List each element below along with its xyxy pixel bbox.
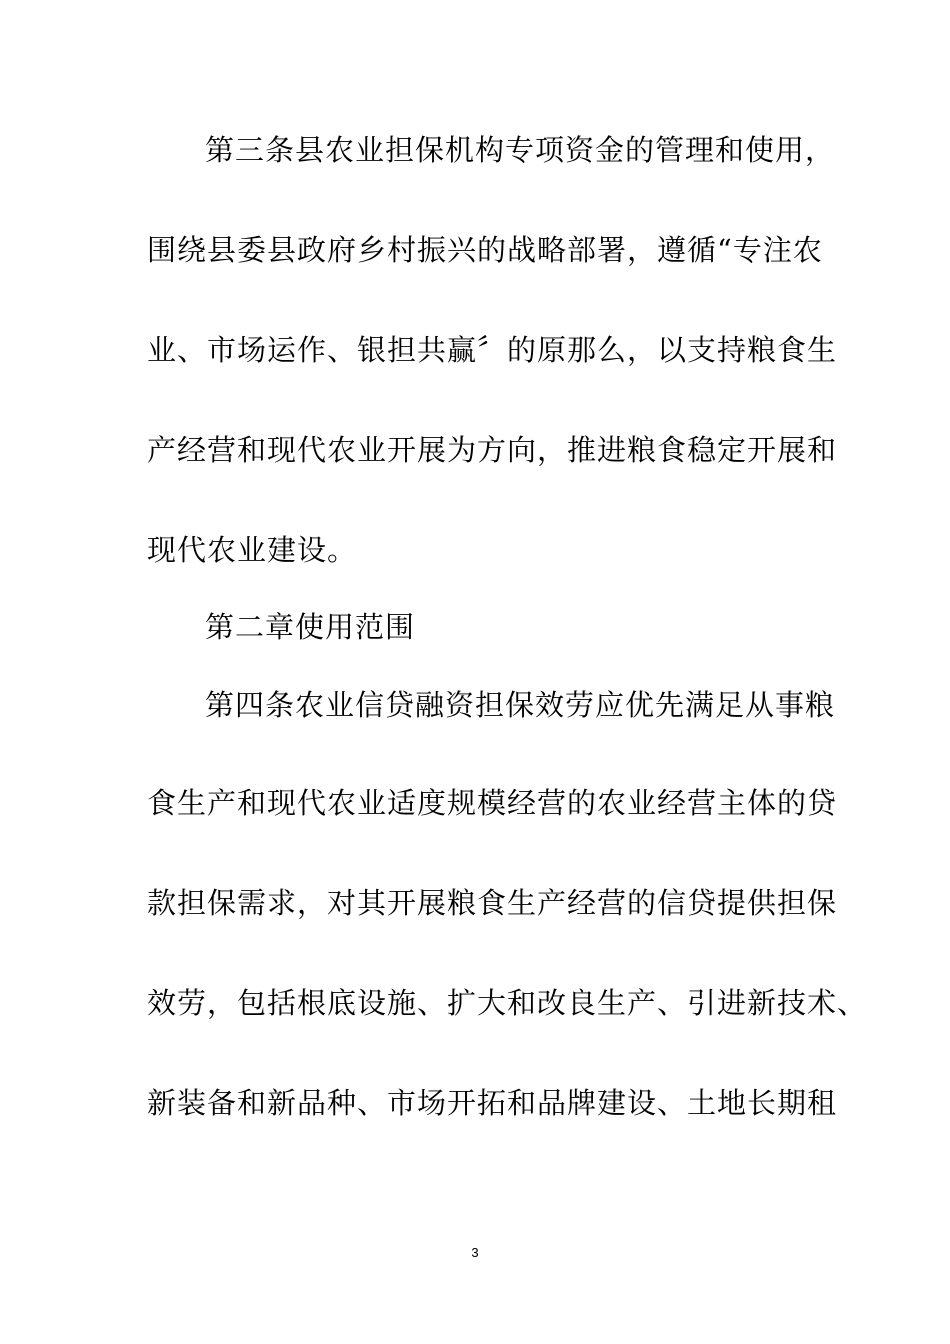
chapter-heading: 第二章使用范围 xyxy=(205,610,416,644)
paragraph-line: 第三条县农业担保机构专项资金的管理和使用， xyxy=(205,133,836,167)
paragraph-line: 食生产和现代农业适度规模经营的农业经营主体的贷 xyxy=(147,786,838,820)
paragraph-line: 产经营和现代农业开展为方向，推进粮食稳定开展和 xyxy=(147,433,838,467)
page-number: 3 xyxy=(471,1245,479,1260)
paragraph-line: 第四条农业信贷融资担保效劳应优先满足从事粮 xyxy=(205,688,836,722)
paragraph-line: 业、市场运作、银担共赢〞的原那么，以支持粮食生 xyxy=(147,333,838,367)
paragraph-line: 新装备和新品种、市场开拓和品牌建设、土地长期租 xyxy=(147,1086,838,1120)
paragraph-line: 围绕县委县政府乡村振兴的战略部署，遵循“专注农 xyxy=(147,233,823,267)
paragraph-line: 款担保需求，对其开展粮食生产经营的信贷提供担保 xyxy=(147,886,838,920)
paragraph-line: 效劳，包括根底设施、扩大和改良生产、引进新技术、 xyxy=(147,986,868,1020)
paragraph-line: 现代农业建设。 xyxy=(147,533,358,567)
